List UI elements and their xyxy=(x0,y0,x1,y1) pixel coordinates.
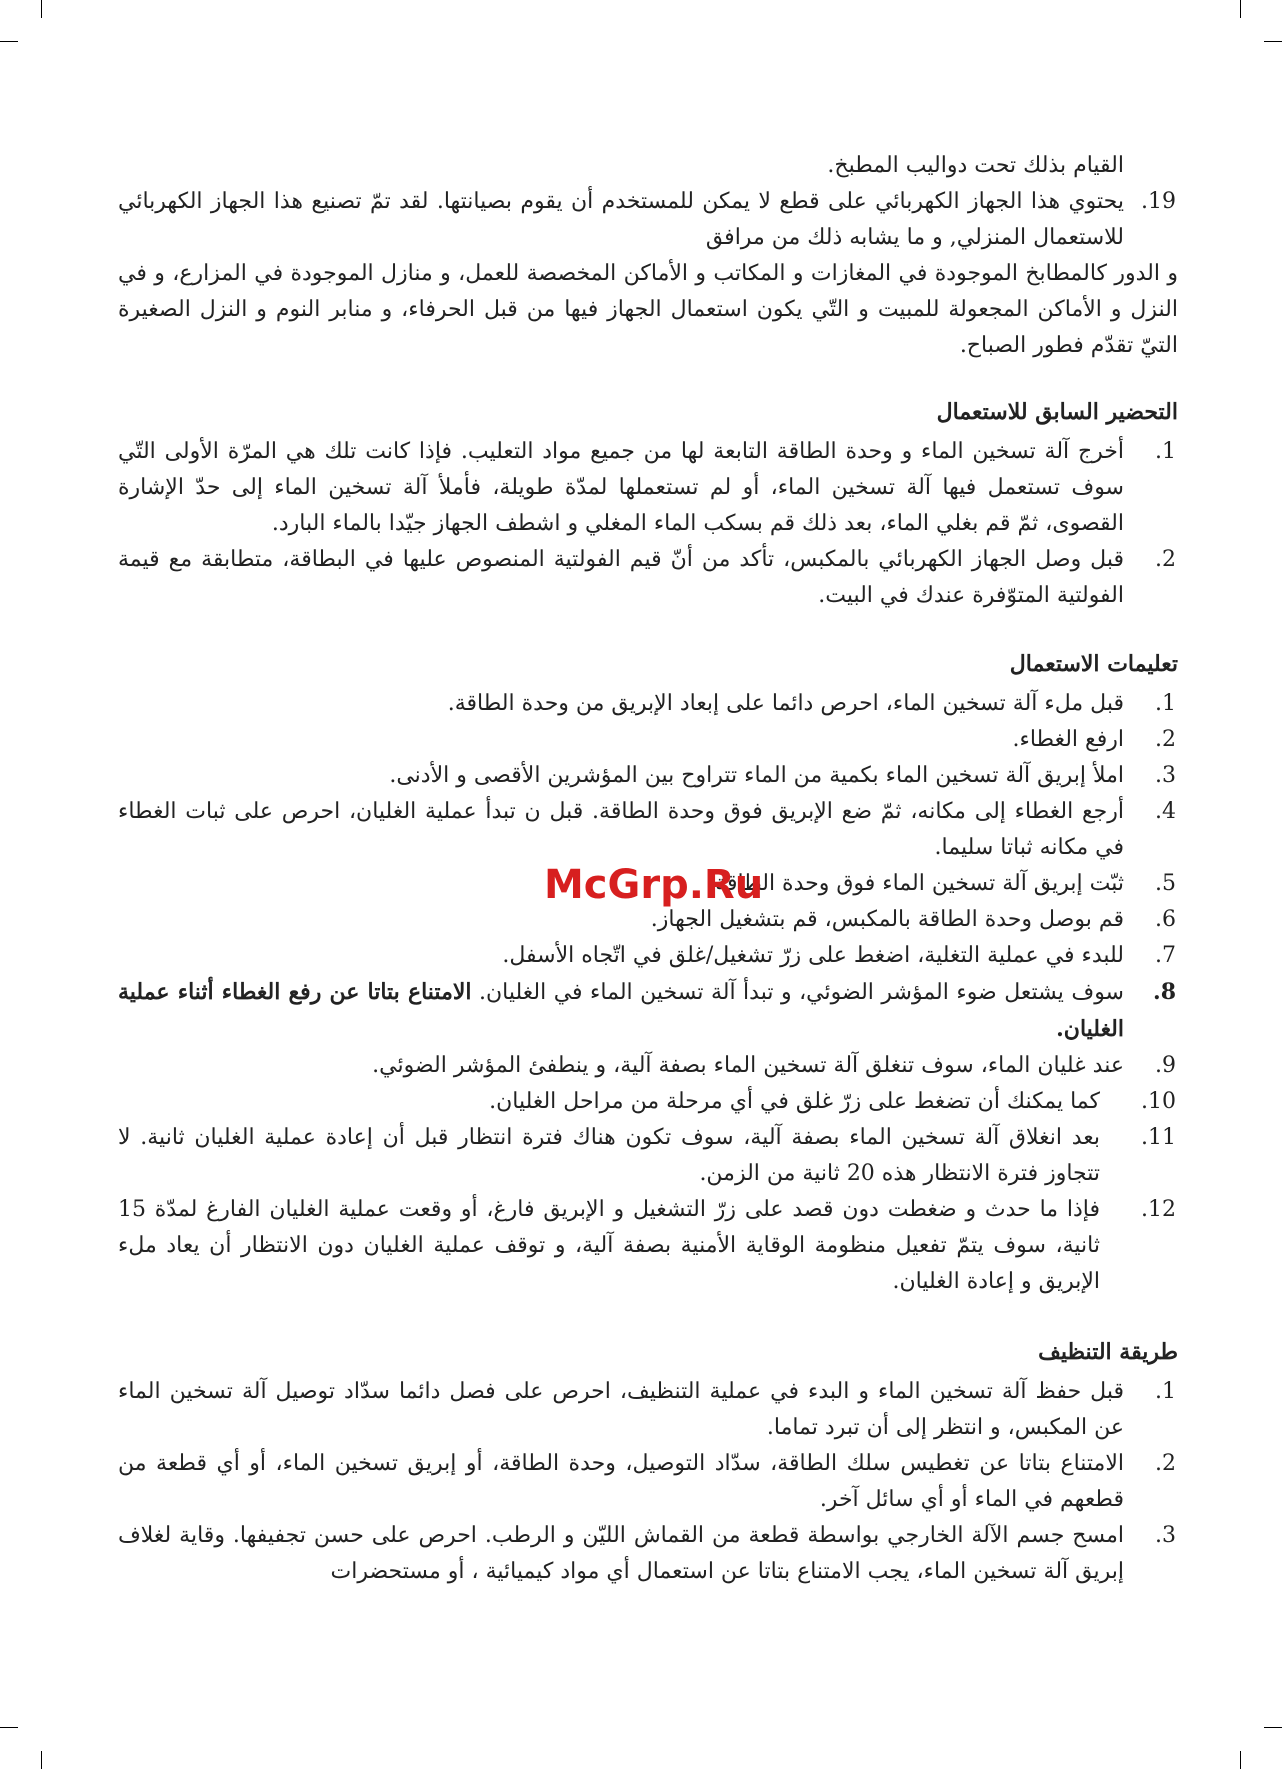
list-text: املأ إبريق آلة تسخين الماء بكمية من الماء تتراوح بين المؤشرين الأقصى و الأدنى. xyxy=(389,763,1124,788)
paragraph-text: و الدور كالمطابخ الموجودة في المغازات و المكاتب و الأماكن المخصصة للعمل، و منازل الموجودة في المزارع، و في النزل و الأماكن المجعولة للمبيت و التّي يكون استعمال الجهاز فيها من قبل الحرفاء، و منابر النوم و النزل الصغيرة التيّ تقدّم فطور الصباح. xyxy=(118,261,1178,358)
crop-mark xyxy=(0,1727,18,1728)
list-number: .19 xyxy=(1141,189,1176,214)
crop-mark xyxy=(41,1751,42,1769)
list-text: فإذا ما حدث و ضغطت دون قصد على زرّ التشغيل و الإبريق فارغ، أو وقعت عملية الغليان الفارغ لمدّة 15 ثانية، سوف يتمّ تفعيل منظومة الوقاية الأمنية بصفة آلية، و توقف عملية الغليان دون الانتظار أن يعاد ملء الإبريق و إعادة الغليان. xyxy=(118,1197,1100,1294)
list-text: الامتناع بتاتا عن تغطيس سلك الطاقة، سدّاد التوصيل، وحدة الطاقة، أو إبريق تسخين الماء، أو أي قطعة من قطعهم في الماء أو أي سائل آخر. xyxy=(118,1451,1124,1512)
list-item xyxy=(118,794,1178,866)
list-text: أخرج آلة تسخين الماء و وحدة الطاقة التابعة لها من جميع مواد التعليب. فإذا كانت تلك هي المرّة الأولى التّي سوف تستعمل فيها آلة تسخين الماء، أو لم تستعملها لمدّة طويلة، فأملأ آلة تسخين الماء إلى حدّ الإشارة القصوى، ثمّ قم بغلي الماء، بعد ذلك قم بسكب الماء المغلي و اشطف الجهاز جيّدا بالماء البارد. xyxy=(118,439,1124,536)
list-item xyxy=(118,1120,1178,1192)
list-text: قبل وصل الجهاز الكهربائي بالمكبس، تأكد من أنّ قيم الفولتية المنصوص عليها في البطاقة، متطابقة مع قيمة الفولتية المتوّفرة عندك في البيت. xyxy=(118,547,1124,608)
list-item xyxy=(118,184,1178,256)
list-item xyxy=(118,938,1178,974)
list-number: .1 xyxy=(1155,439,1176,464)
list-text: امسح جسم الآلة الخارجي بواسطة قطعة من القماش الليّن و الرطب. احرص على حسن تجفيفها. وقاية لغلاف إبريق آلة تسخين الماء، يجب الامتناع بتاتا عن استعمال أي مواد كيميائية ، أو مستحضرات xyxy=(118,1523,1124,1584)
watermark: McGrp.Ru xyxy=(544,862,764,908)
list-number: .2 xyxy=(1155,547,1176,572)
list-item xyxy=(118,686,1178,722)
section-heading-cleaning: طريقة التنظيف xyxy=(1038,1339,1178,1365)
crop-mark xyxy=(1240,1751,1241,1769)
list-text: ارفع الغطاء. xyxy=(1012,727,1124,752)
list-text: أرجع الغطاء إلى مكانه، ثمّ ضع الإبريق فوق وحدة الطاقة. قبل ن تبدأ عملية الغليان، احرص على ثبات الغطاء في مكانه ثباتا سليما. xyxy=(118,799,1124,860)
list-number: .2 xyxy=(1155,1451,1176,1476)
list-number: .11 xyxy=(1141,1125,1176,1150)
list-item xyxy=(118,542,1178,614)
crop-mark xyxy=(41,0,42,18)
list-item xyxy=(118,1518,1178,1590)
list-text: قم بوصل وحدة الطاقة بالمكبس، قم بتشغيل الجهاز. xyxy=(650,907,1124,932)
section-heading-usage: تعليمات الاستعمال xyxy=(1009,651,1178,677)
list-item xyxy=(118,1192,1178,1300)
list-item xyxy=(118,434,1178,542)
list-number: .6 xyxy=(1155,907,1176,932)
list-item xyxy=(118,1374,1178,1446)
list-number: .12 xyxy=(1141,1197,1176,1222)
list-item xyxy=(118,974,1178,1048)
list-text: بعد انغلاق آلة تسخين الماء بصفة آلية، سوف تكون هناك فترة انتظار قبل أن إعادة عملية الغليان ثانية. لا تتجاوز فترة الانتظار هذه 20 ثانية من الزمن. xyxy=(118,1125,1100,1186)
list-number: .3 xyxy=(1155,763,1176,788)
list-text: للبدء في عملية التغلية، اضغط على زرّ تشغيل/غلق في اتّجاه الأسفل. xyxy=(502,943,1124,968)
list-item xyxy=(118,758,1178,794)
list-number: .8 xyxy=(1153,979,1176,1005)
warning-text: الامتناع بتاتا عن رفع الغطاء أثناء عملية الغليان. xyxy=(118,979,1124,1042)
list-text: سوف يشتعل ضوء المؤشر الضوئي، و تبدأ آلة تسخين الماء في الغليان. xyxy=(479,980,1124,1005)
list-number: .1 xyxy=(1155,691,1176,716)
list-text: قبل حفظ آلة تسخين الماء و البدء في عملية التنظيف، احرص على فصل دائما سدّاد توصيل آلة تسخين الماء عن المكبس، و انتظر إلى أن تبرد تماما. xyxy=(118,1379,1124,1440)
list-number: .5 xyxy=(1155,871,1176,896)
list-item xyxy=(118,722,1178,758)
list-number: .2 xyxy=(1155,727,1176,752)
list-number: .10 xyxy=(1141,1089,1176,1114)
crop-mark xyxy=(0,41,18,42)
list-text: كما يمكنك أن تضغط على زرّ غلق في أي مرحلة من مراحل الغليان. xyxy=(489,1089,1100,1114)
crop-mark xyxy=(1264,1727,1282,1728)
list-text: عند غليان الماء، سوف تنغلق آلة تسخين الماء بصفة آلية، و ينطفئ المؤشر الضوئي. xyxy=(372,1053,1124,1078)
list-number: .3 xyxy=(1155,1523,1176,1548)
list-number: .9 xyxy=(1155,1053,1176,1078)
list-item xyxy=(118,1084,1178,1120)
crop-mark xyxy=(1240,0,1241,18)
list-text: يحتوي هذا الجهاز الكهربائي على قطع لا يمكن للمستخدم أن يقوم بصيانتها. لقد تمّ تصنيع هذا الجهاز الكهربائي للاستعمال المنزلي, و ما يشابه ذلك من مرافق xyxy=(118,189,1124,250)
list-number: .4 xyxy=(1155,799,1176,824)
list-number: .1 xyxy=(1155,1379,1176,1404)
crop-mark xyxy=(1264,41,1282,42)
list-text: قبل ملء آلة تسخين الماء، احرص دائما على إبعاد الإبريق من وحدة الطاقة. xyxy=(447,691,1124,716)
list-item xyxy=(118,1446,1178,1518)
list-item xyxy=(118,1048,1178,1084)
intro-line: القيام بذلك تحت دواليب المطبخ. xyxy=(827,153,1124,178)
section-heading-prep: التحضير السابق للاستعمال xyxy=(936,399,1178,425)
list-text: ثبّت إبريق آلة تسخين الماء فوق وحدة الطاقة. xyxy=(708,871,1124,896)
paragraph xyxy=(118,256,1178,364)
list-number: .7 xyxy=(1155,943,1176,968)
